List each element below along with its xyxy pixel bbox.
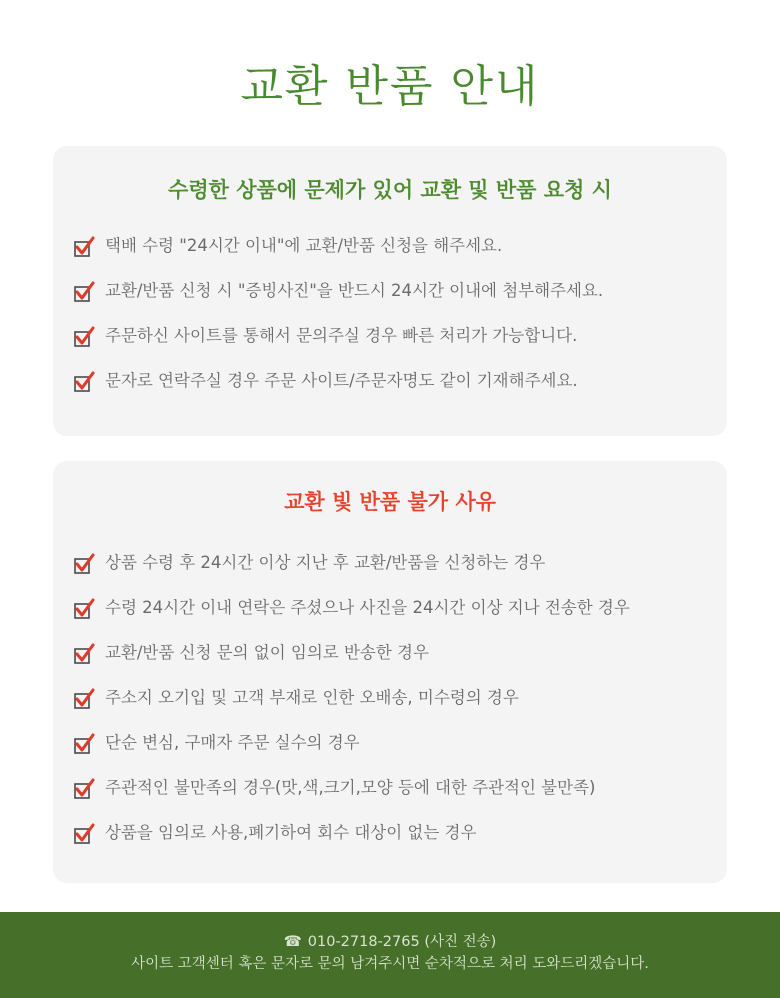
checkbox-checked-icon: [73, 598, 95, 620]
phone-number[interactable]: 010-2718-2765 (사진 전송): [307, 934, 497, 950]
list-item: [73, 641, 630, 686]
checkbox-checked-icon: [73, 326, 95, 348]
list-item-text: 교환/반품 신청 시 "증빙사진"을 반드시 24시간 이내에 첨부해주세요.: [105, 281, 604, 300]
checkbox-checked-icon: [73, 643, 95, 665]
footer-note: 사이트 고객센터 혹은 문자로 문의 남겨주시면 순차적으로 처리 도와드리겠습니다.: [131, 956, 649, 972]
phone-line: [0, 932, 780, 952]
request-guideline-list: [73, 234, 603, 414]
list-item: [73, 596, 630, 641]
checkbox-checked-icon: [73, 281, 95, 303]
list-item: [73, 821, 630, 866]
list-item-text: 택배 수령 "24시간 이내"에 교환/반품 신청을 해주세요.: [105, 236, 503, 255]
list-item: [73, 234, 603, 279]
list-item: [73, 279, 603, 324]
checkbox-checked-icon: [73, 733, 95, 755]
checkbox-checked-icon: [73, 688, 95, 710]
list-item-text: 수령 24시간 이내 연락은 주셨으나 사진을 24시간 이상 지나 전송한 경우: [105, 598, 630, 617]
section-heading-refusal: 교환 빛 반품 불가 사유: [284, 490, 496, 514]
checkbox-checked-icon: [73, 823, 95, 845]
telephone-icon: ☎: [283, 934, 302, 950]
list-item-text: 주관적인 불만족의 경우(맛,색,크기,모양 등에 대한 주관적인 불만족): [105, 778, 596, 797]
list-item-text: 상품을 임의로 사용,폐기하여 회수 대상이 없는 경우: [105, 823, 477, 842]
checkbox-checked-icon: [73, 553, 95, 575]
list-item: [73, 731, 630, 776]
checkbox-checked-icon: [73, 778, 95, 800]
list-item: [73, 551, 630, 596]
section-heading-request: 수령한 상품에 문제가 있어 교환 및 반품 요청 시: [168, 178, 612, 202]
refusal-reason-list: [73, 551, 630, 866]
list-item: [73, 686, 630, 731]
checkbox-checked-icon: [73, 236, 95, 258]
list-item-text: 상품 수령 후 24시간 이상 지난 후 교환/반품을 신청하는 경우: [105, 553, 546, 572]
list-item: [73, 776, 630, 821]
list-item-text: 문자로 연락주실 경우 주문 사이트/주문자명도 같이 기재해주세요.: [105, 371, 578, 390]
list-item-text: 주문하신 사이트를 통해서 문의주실 경우 빠른 처리가 가능합니다.: [105, 326, 578, 345]
exchange-request-card: [53, 146, 727, 436]
checkbox-checked-icon: [73, 371, 95, 393]
list-item-text: 주소지 오기입 및 고객 부재로 인한 오배송, 미수령의 경우: [105, 688, 519, 707]
page-title: 교환 반품 안내: [240, 61, 540, 112]
list-item-text: 단순 변심, 구매자 주문 실수의 경우: [105, 733, 360, 752]
exchange-refusal-card: [53, 461, 727, 883]
list-item: [73, 324, 603, 369]
list-item-text: 교환/반품 신청 문의 없이 임의로 반송한 경우: [105, 643, 429, 662]
list-item: [73, 369, 603, 414]
contact-footer: [0, 912, 780, 998]
